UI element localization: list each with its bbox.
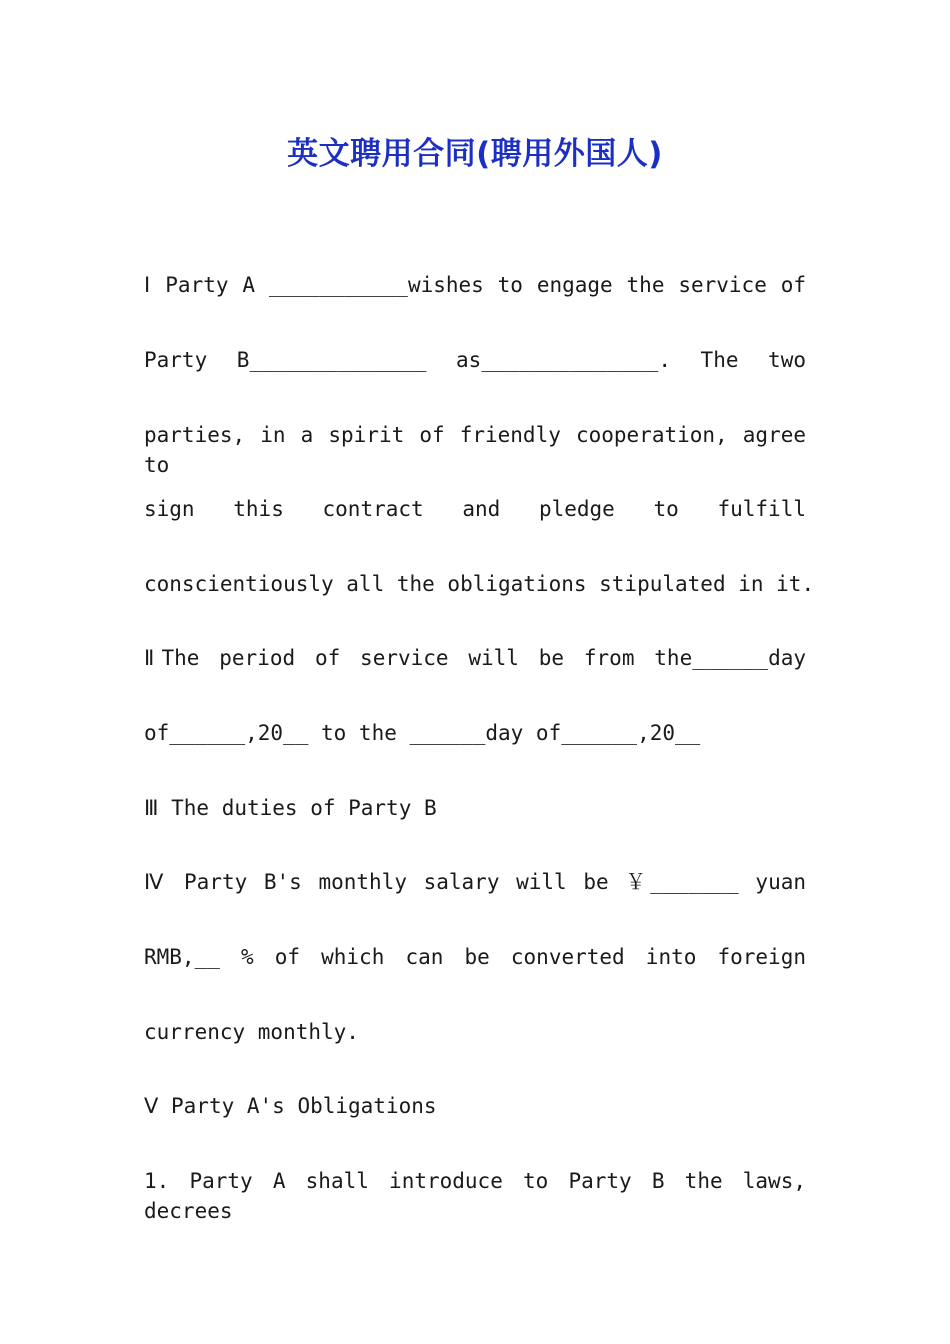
section-heading-5: Ⅴ Party A's Obligations	[144, 1094, 437, 1118]
text-line-5: conscientiously all the obligations stipulated in it.	[144, 572, 815, 596]
text-line-1: Ⅰ Party A ___________wishes to engage the service of	[144, 273, 806, 297]
text-line-4: sign this contract and pledge to fulfill	[144, 497, 806, 521]
document-title: 英文聘用合同(聘用外国人)	[287, 136, 663, 172]
text-line-13: 1. Party A shall introduce to Party B the laws, decrees	[144, 1169, 806, 1223]
text-line-2: Party B______________ as______________. The two	[144, 348, 806, 372]
text-line-10: RMB,__ % of which can be converted into foreign	[144, 945, 806, 969]
text-line-7: of______,20__ to the ______day of______,20__	[144, 721, 701, 745]
text-line-6: ⅡThe period of service will be from the______day	[144, 646, 806, 670]
text-line-11: currency monthly.	[144, 1020, 359, 1044]
text-line-9: Ⅳ Party B's monthly salary will be ￥_______ yuan	[144, 870, 806, 894]
text-line-3: parties, in a spirit of friendly cooperation, agree to	[144, 423, 806, 477]
section-heading-3: Ⅲ The duties of Party B	[144, 796, 437, 820]
